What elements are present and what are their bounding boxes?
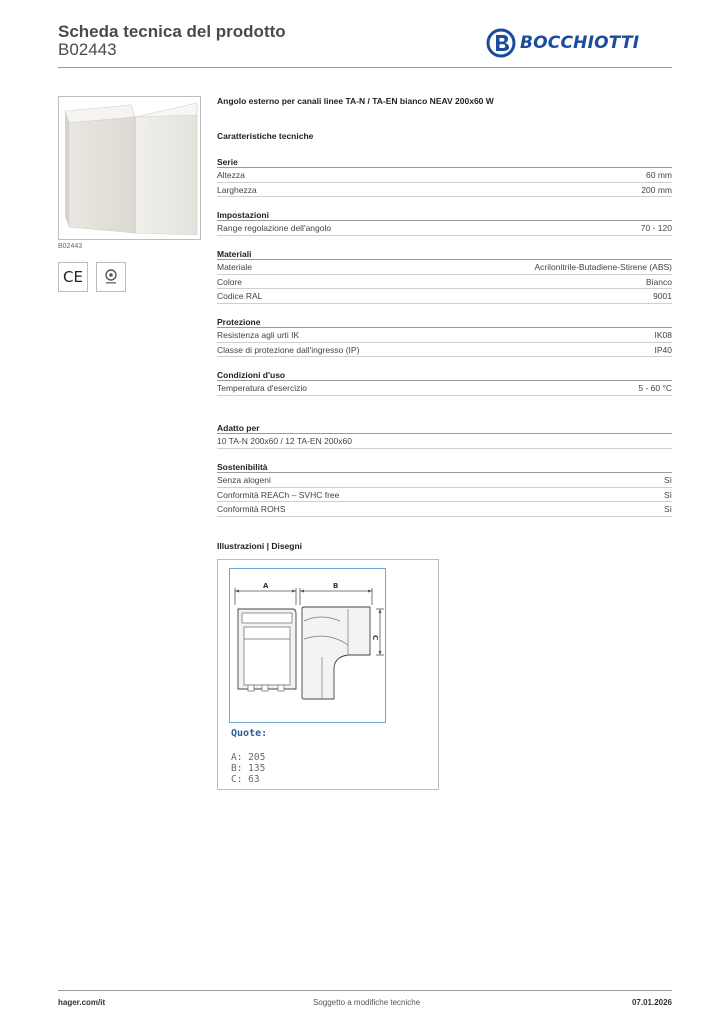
spec-row (217, 343, 672, 358)
section-title: Protezione (217, 316, 672, 328)
section-title: Serie (217, 156, 672, 168)
section-title: Sostenibilità (217, 461, 672, 473)
product-photo (58, 96, 201, 240)
section-title: Adatto per (217, 422, 672, 434)
section-materiali (217, 248, 672, 304)
dimension-c-label: C (371, 635, 379, 641)
section-condizioni (217, 369, 672, 396)
spec-label: Conformità REACh – SVHC free (217, 489, 340, 500)
bocchiotti-logo-icon (486, 28, 516, 58)
spec-label: Resistenza agli urti IK (217, 330, 300, 340)
spec-value: Bianco (646, 276, 672, 287)
spec-row (217, 434, 672, 449)
section-adatto-per (217, 422, 672, 449)
product-description: Angolo esterno per canali linee TA-N / TA-EN bianco NEAV 200x60 W (217, 96, 494, 106)
spec-row (217, 502, 672, 517)
spec-value: 60 mm (646, 170, 672, 180)
spec-value: Sì (663, 504, 672, 514)
spec-row (217, 260, 672, 275)
section-impostazioni (217, 209, 672, 236)
spec-row (217, 183, 672, 198)
spec-label: Classe di protezione dall'ingresso (IP) (217, 344, 360, 355)
spec-value: Sì (663, 489, 672, 500)
quote-c: C: 63 (231, 774, 260, 785)
spec-value: IK08 (654, 330, 672, 340)
footer-notice: Soggetto a modifiche tecniche (313, 998, 421, 1007)
section-title: Impostazioni (217, 209, 672, 221)
spec-row (217, 168, 672, 183)
section-serie (217, 156, 672, 197)
technical-drawing (229, 568, 386, 723)
illustrations-heading: Illustrazioni | Disegni (217, 541, 303, 551)
spec-value: 9001 (653, 291, 672, 301)
spec-label: Codice RAL (217, 291, 263, 301)
dimension-b-label: B (333, 582, 339, 590)
spec-value: Acrilonitrile-Butadiene-Stirene (ABS) (534, 262, 672, 272)
spec-row (217, 488, 672, 503)
spec-row (217, 473, 672, 488)
spec-row (217, 275, 672, 290)
brand-logo (486, 28, 639, 58)
header-divider (58, 67, 672, 68)
technical-heading: Caratteristiche tecniche (217, 131, 314, 141)
spec-row (217, 328, 672, 343)
photo-caption: B02443 (58, 243, 83, 250)
imq-symbol-icon (101, 267, 121, 287)
page-title: Scheda tecnica del prodotto (58, 22, 286, 41)
spec-label: Larghezza (217, 184, 257, 195)
quote-a: A: 205 (231, 752, 266, 763)
illustration-panel (217, 559, 439, 790)
brand-name: BOCCHIOTTI (520, 33, 640, 53)
dimension-a-label: A (263, 582, 269, 590)
quote-b: B: 135 (231, 763, 266, 774)
spec-row (217, 221, 672, 236)
spec-label: Colore (217, 276, 243, 287)
section-title: Condizioni d'uso (217, 369, 672, 381)
footer-website: hager.com/it (58, 998, 106, 1007)
ce-mark-icon (58, 262, 88, 292)
section-title: Materiali (217, 248, 672, 260)
section-sostenibilita (217, 461, 672, 517)
spec-value: 5 - 60 °C (638, 383, 672, 393)
spec-row (217, 381, 672, 396)
spec-label: Senza alogeni (217, 475, 271, 485)
footer-date: 07.01.2026 (631, 998, 672, 1007)
spec-label: Conformità ROHS (217, 504, 286, 514)
spec-label: Altezza (217, 170, 245, 180)
spec-label: Materiale (217, 262, 252, 272)
spec-value: Sì (663, 475, 672, 485)
spec-value: 200 mm (641, 184, 672, 195)
section-protezione (217, 316, 672, 357)
imq-mark-icon (96, 262, 126, 292)
footer-divider (58, 990, 672, 991)
product-code: B02443 (58, 40, 117, 59)
ce-mark-label: CE (63, 268, 83, 286)
spec-row (217, 289, 672, 304)
spec-value: 70 - 120 (640, 223, 672, 233)
spec-label: 10 TA-N 200x60 / 12 TA-EN 200x60 (217, 436, 352, 446)
technical-drawing-icon (230, 569, 385, 722)
quotes-heading: Quote: (231, 728, 268, 739)
spec-value: IP40 (654, 344, 672, 355)
spec-label: Temperatura d'esercizio (217, 383, 307, 393)
spec-label: Range regolazione dell'angolo (217, 223, 332, 233)
product-photo-icon (59, 97, 200, 239)
